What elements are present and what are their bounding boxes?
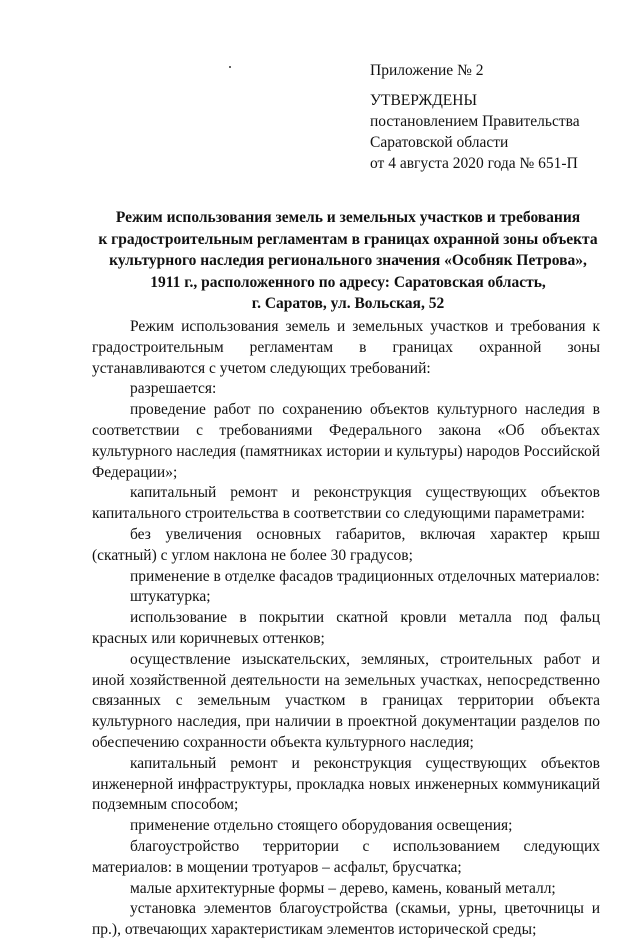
approval-line-2: Саратовской области [370,134,509,151]
title-line-3: культурного наследия регионального значения «Особняк Петрова», [109,252,587,269]
body-paragraph: капитальный ремонт и реконструкция существующих объектов инженерной инфраструктуры, прокладка новых инженерных коммуникаций подземным способом; [92,754,600,814]
title-line-1: Режим использования земель и земельных участков и требования [115,209,581,226]
approval-heading: УТВЕРЖДЕНЫ [370,92,477,109]
body-paragraph: без увеличения основных габаритов, включая характер крыш (скатный) с углом наклона не более 30 градусов; [92,525,600,564]
body-paragraph: Режим использования земель и земельных участков и требования к градостроительным регламентам в границах охранной зоны устанавливаются с учетом следующих требований: [92,318,600,377]
scan-speck [229,66,231,68]
title-line-2: к градостроительным регламентам в границах охранной зоны объекта [98,230,598,248]
body-paragraph: штукатурка; [130,588,211,606]
approval-spacer [370,81,630,90]
title-line-5: г. Саратов, ул. Вольская, 52 [251,295,445,312]
document-body [92,317,600,941]
body-paragraph: разрешается: [130,380,217,398]
body-paragraph: установка элементов благоустройства (скамьи, урны, цветочницы и пр.), отвечающих характеристикам элементов исторической среды; [92,900,600,939]
body-paragraph: проведение работ по сохранению объектов культурного наследия в соответствии с требованиями Федерального закона «Об объектах культурного наследия (памятниках истории и культуры) народов Российской Федерации»; [92,401,600,481]
body-paragraph: благоустройство территории с использованием следующих материалов: в мощении тротуаров – асфальт, брусчатка; [92,837,600,876]
body-paragraph: применение в отделке фасадов традиционных отделочных материалов: [130,567,600,585]
appendix-number: Приложение № 2 [370,62,484,79]
title-line-4: 1911 г., расположенного по адресу: Саратовская область, [150,273,546,291]
body-paragraph: использование в покрытии скатной кровли металла под фальц красных или коричневых оттенков; [92,609,600,647]
approval-line-3: от 4 августа 2020 года № 651-П [370,155,578,172]
body-paragraph: применение отдельно стоящего оборудования освещения; [130,817,513,835]
approval-block [370,60,630,174]
body-paragraph: осуществление изыскательских, земляных, строительных работ и иной хозяйственной деятельности на земельных участках, непосредственно связанных с земельным участком в границах территории объекта культурного наследия, при наличии в проектной документации разделов по обеспечению сохранности объекта культурного наследия; [92,650,600,751]
document-title [92,207,604,315]
approval-line-1: постановлением Правительства [370,113,580,130]
body-paragraph: малые архитектурные формы – дерево, камень, кованый металл; [130,879,556,897]
body-paragraph: капитальный ремонт и реконструкция существующих объектов капитального строительства в соответствии со следующими параметрами: [92,484,600,523]
